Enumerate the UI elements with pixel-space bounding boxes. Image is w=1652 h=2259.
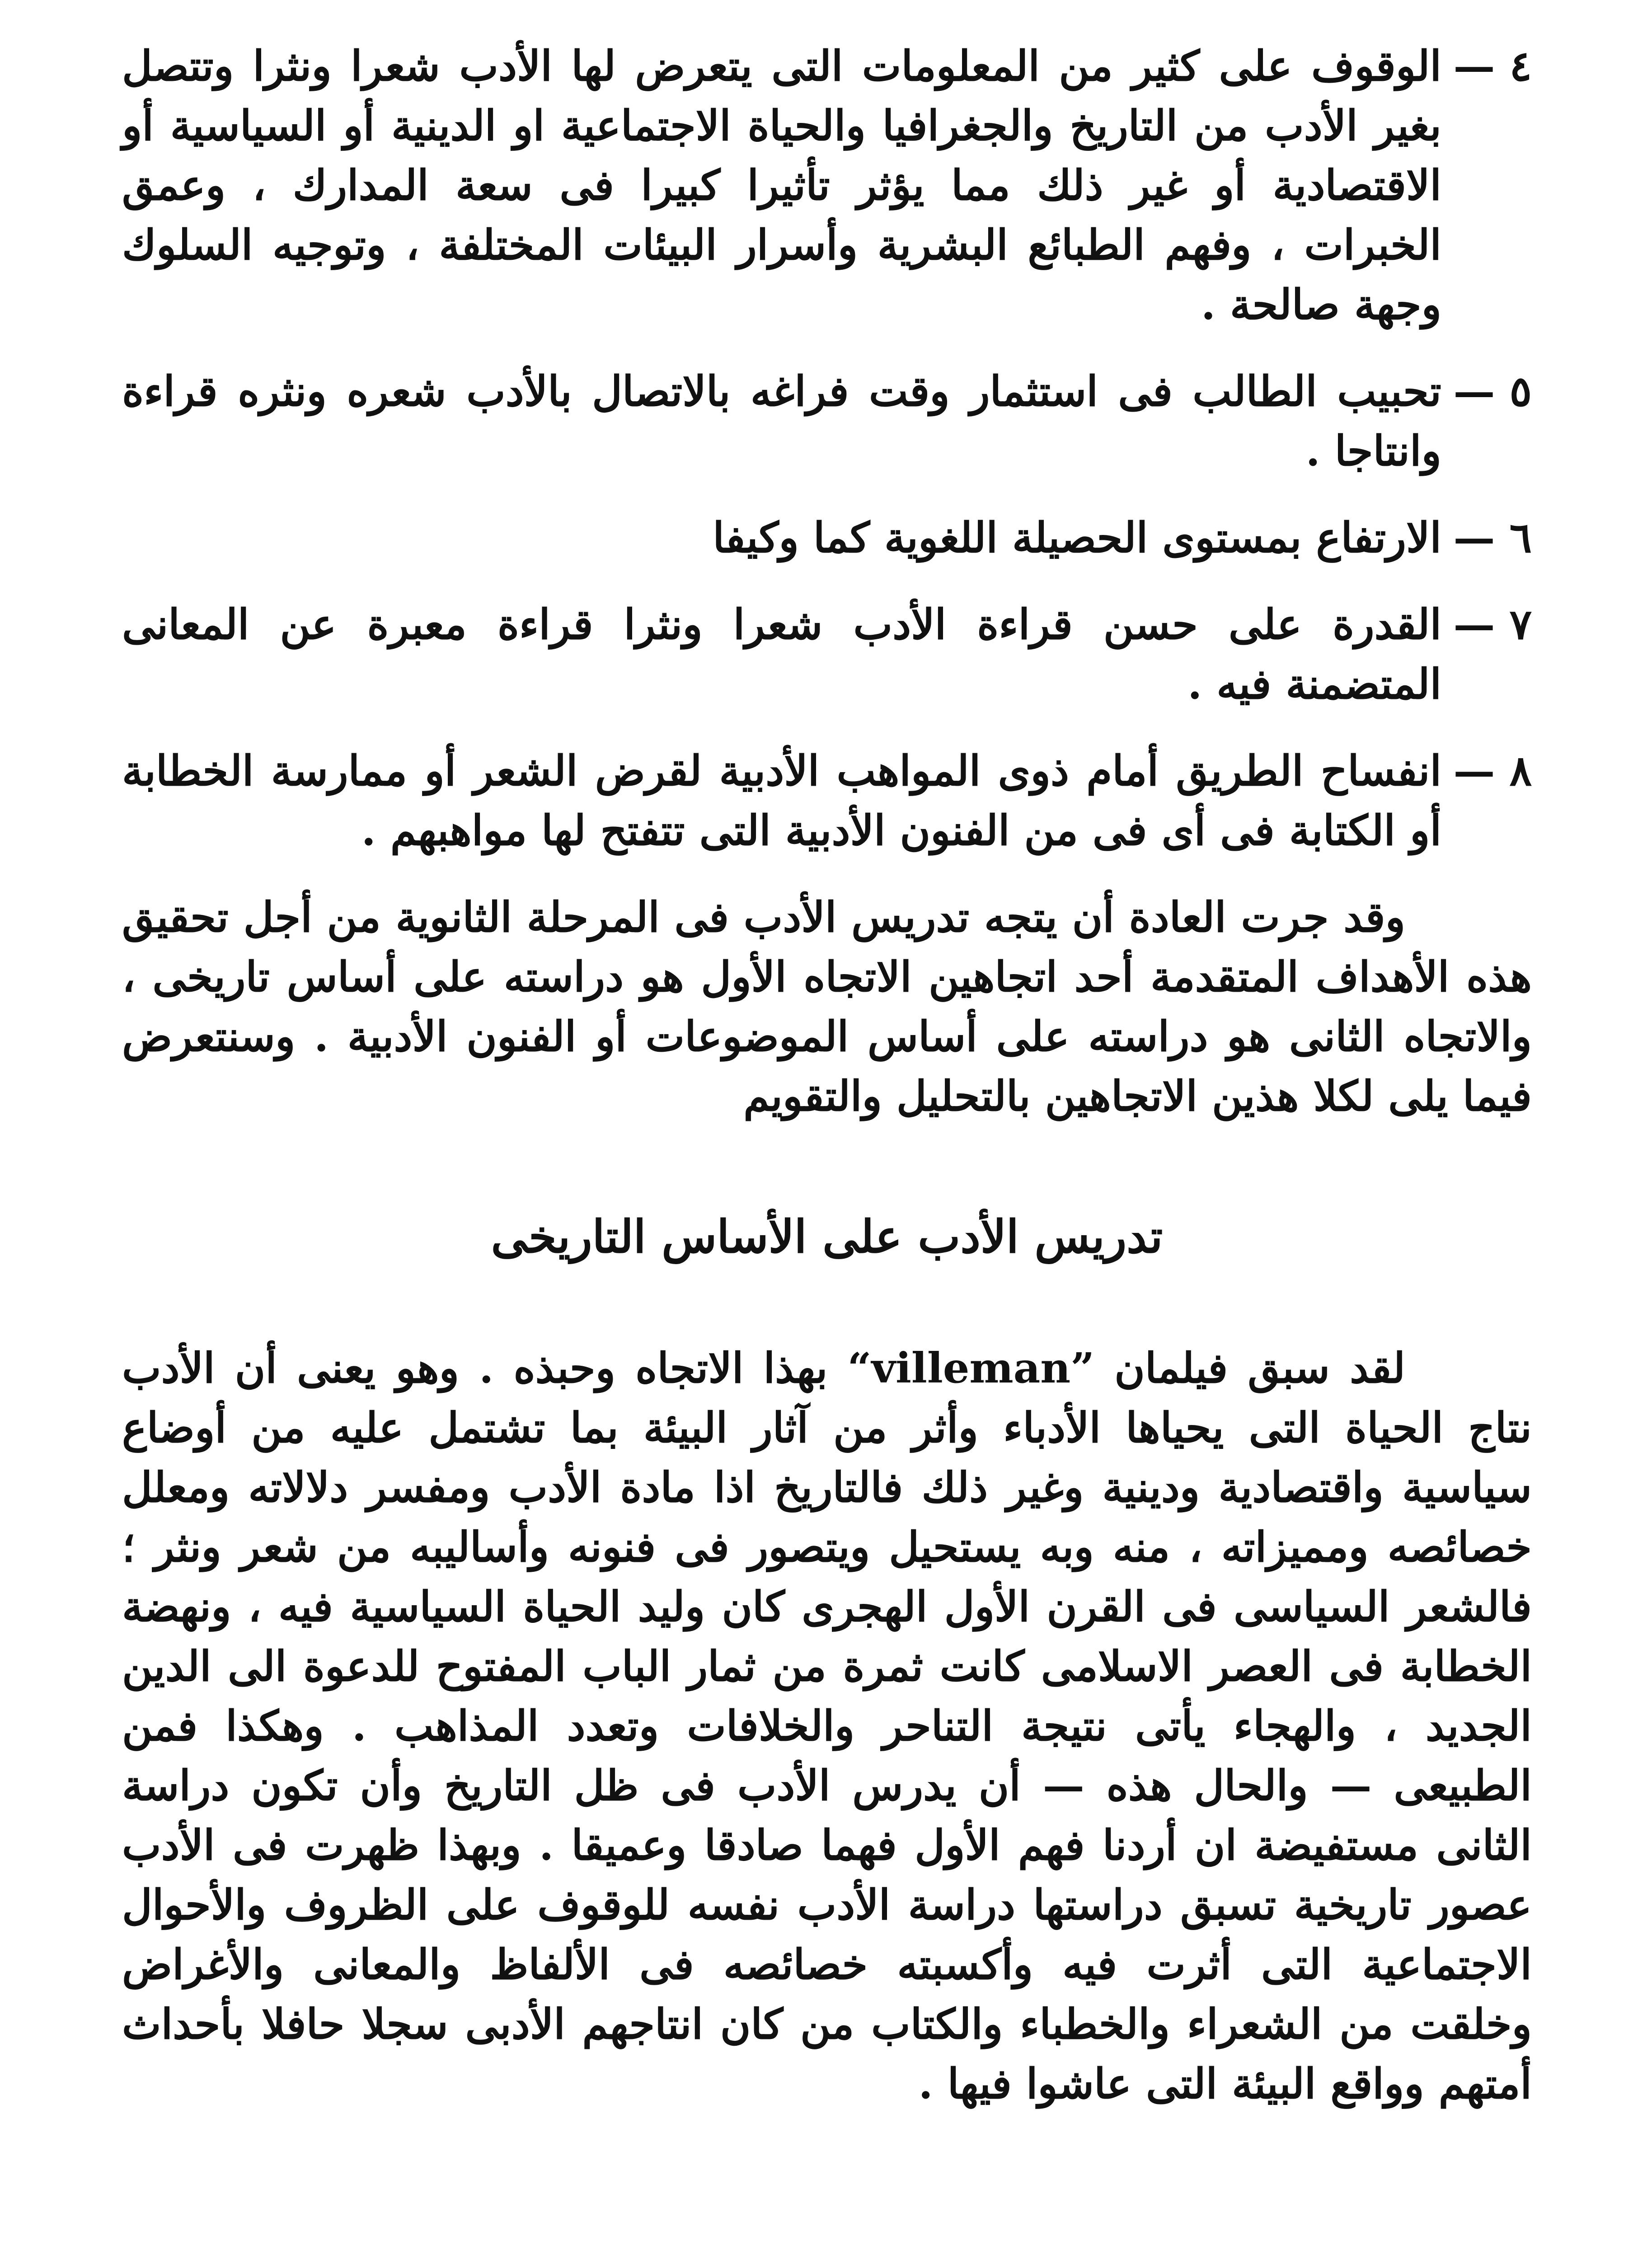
list-item-number: ٧ — — [1453, 600, 1532, 649]
section-heading: تدريس الأدب على الأساس التاريخى — [491, 1210, 1163, 1263]
objectives-list — [122, 36, 1532, 860]
list-item-text: القدرة على حسن قراءة الأدب شعرا ونثرا قراءة معبرة عن المعانى المتضمنة فيه . — [122, 600, 1441, 708]
intro-paragraph: وقد جرت العادة أن يتجه تدريس الأدب فى المرحلة الثانوية من أجل تحقيق هذه الأهداف المتقدمة أحد اتجاهين الاتجاه الأول هو دراسته على أساس تاريخى ، والاتجاه الثانى هو دراسته على أساس الموضوعات أو الفنون الأدبية . وسنتعرض فيما يلى لكلا هذين الاتجاهين بالتحليل والتقويم — [122, 893, 1532, 1120]
section-body-paragraph: لقد سبق فيلمان ”villeman“ بهذا الاتجاه وحبذه . وهو يعنى أن الأدب نتاج الحياة التى يحياها الأدباء وأثر من آثار البيئة بما تشتمل عليه من أوضاع سياسية واقتصادية ودينية وغير ذلك فالتاريخ اذا مادة الأدب ومفسر دلالاته ومعلل خصائصه ومميزاته ، منه وبه يستحيل ويتصور فى فنونه وأساليبه من شعر ونثر ؛ فالشعر السياسى فى القرن الأول الهجرى كان وليد الحياة السياسية فيه ، ونهضة الخطابة فى العصر الاسلامى كانت ثمرة من ثمار الباب المفتوح للدعوة الى الدين الجديد ، والهجاء يأتى نتيجة التناحر والخلافات وتعدد المذاهب . وهكذا فمن الطبيعى — والحال هذه — أن يدرس الأدب فى ظل التاريخ وأن تكون دراسة الثانى مستفيضة ان أردنا فهم الأول فهما صادقا وعميقا . وبهذا ظهرت فى الأدب عصور تاريخية تسبق دراستها دراسة الأدب نفسه للوقوف على الظروف والأحوال الاجتماعية التى أثرت فيه وأكسبته خصائصه فى الألفاظ والمعانى والأغراض وخلقت من الشعراء والخطباء والكتاب من كان انتاجهم الأدبى سجلا حافلا بأحداث أمتهم وواقع البيئة التى عاشوا فيها . — [122, 1344, 1532, 2108]
list-item-number: ٨ — — [1453, 746, 1532, 795]
list-item — [122, 741, 1532, 860]
list-item — [122, 508, 1532, 567]
list-item-text: تحبيب الطالب فى استثمار وقت فراغه بالاتصال بالأدب شعره ونثره قراءة وانتاجا . — [122, 367, 1441, 475]
list-item — [122, 361, 1532, 481]
list-item-number: ٥ — — [1453, 367, 1532, 416]
list-item — [122, 36, 1532, 334]
document-page — [122, 36, 1532, 2259]
list-item-text: الوقوف على كثير من المعلومات التى يتعرض لها الأدب شعرا ونثرا وتتصل بغير الأدب من التاريخ والجغرافيا والحياة الاجتماعية او الدينية أو السياسية أو الاقتصادية أو غير ذلك مما يؤثر تأثيرا كبيرا فى سعة المدارك ، وعمق الخبرات ، وفهم الطبائع البشرية وأسرار البيئات المختلفة ، وتوجيه السلوك وجهة صالحة . — [122, 42, 1441, 329]
list-item-text: انفساح الطريق أمام ذوى المواهب الأدبية لقرض الشعر أو ممارسة الخطابة أو الكتابة فى أى فى من الفنون الأدبية التى تتفتح لها مواهبهم . — [122, 746, 1442, 855]
list-item-text: الارتفاع بمستوى الحصيلة اللغوية كما وكيفا — [713, 513, 1441, 562]
list-item-number: ٤ — — [1453, 42, 1532, 90]
list-item-number: ٦ — — [1453, 513, 1532, 562]
list-item — [122, 595, 1532, 714]
